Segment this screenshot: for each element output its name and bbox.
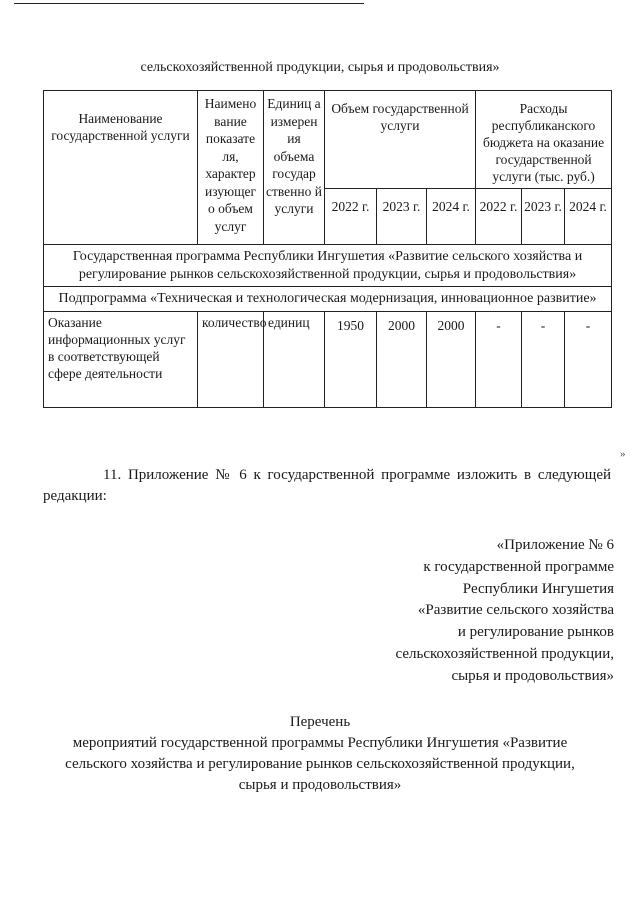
appendix-line: «Развитие сельского хозяйства <box>417 602 614 619</box>
row-expense-value: - <box>565 311 612 407</box>
subprogram-row: Подпрограмма «Техническая и технологическая модернизация, инновационное развитие» <box>44 287 612 312</box>
expense-year-cell: 2023 г. <box>522 189 565 245</box>
expense-year-cell: 2024 г. <box>565 189 612 245</box>
appendix-line: сельскохозяйственной продукции, <box>395 645 614 662</box>
header-indicator-name: Наимено вание показате ля, характер изующег о объем услуг <box>198 91 264 245</box>
list-title-line: сельского хозяйства и регулирование рынков сельскохозяйственной продукции, <box>65 756 575 772</box>
row-unit: единиц <box>264 311 325 407</box>
list-title-line: мероприятий государственной программы Республики Ингушетия «Развитие <box>72 735 568 751</box>
row-indicator: количество <box>198 311 264 407</box>
appendix-line: к государственной программе <box>423 558 614 575</box>
row-volume-value: 2000 <box>377 311 427 407</box>
header-service-name: Наименование государственной услуги <box>44 91 198 245</box>
paragraph-11: 11. Приложение № 6 к государственной программе изложить в следующей редакции: <box>43 467 611 504</box>
header-volume: Объем государственной услуги <box>325 91 476 189</box>
appendix-line: Республики Ингушетия <box>462 580 614 597</box>
appendix-line: сырья и продовольствия» <box>451 667 614 684</box>
services-table <box>43 90 612 408</box>
appendix-line: и регулирование рынков <box>457 624 614 640</box>
program-row: Государственная программа Республики Ингушетия «Развитие сельского хозяйства и регулирование рынков сельскохозяйственной продукции, сырья и продовольствия» <box>44 245 612 287</box>
row-expense-value: - <box>522 311 565 407</box>
appendix-header <box>396 535 614 687</box>
list-title-line: сырья и продовольствия» <box>238 777 402 793</box>
header-expenses: Расходы республиканского бюджета на оказание государственной услуги (тыс. руб.) <box>476 91 612 189</box>
row-volume-value: 2000 <box>427 311 476 407</box>
closing-bracket: » <box>620 448 626 460</box>
volume-year-cell: 2023 г. <box>377 189 427 245</box>
appendix-line: «Приложение № 6 <box>496 537 614 553</box>
top-rule <box>14 3 364 4</box>
header-unit: Единиц а измерен ия объема государ ственно й услуги <box>264 91 325 245</box>
continuation-title: сельскохозяйственной продукции, сырья и продовольствия» <box>140 60 500 75</box>
row-service: Оказание информационных услуг в соответствующей сфере деятельности <box>44 311 198 407</box>
row-expense-value: - <box>476 311 522 407</box>
volume-year-cell: 2024 г. <box>427 189 476 245</box>
expense-year-cell: 2022 г. <box>476 189 522 245</box>
list-title-line: Перечень <box>289 714 351 730</box>
row-volume-value: 1950 <box>325 311 377 407</box>
list-title <box>0 712 640 796</box>
volume-year-cell: 2022 г. <box>325 189 377 245</box>
